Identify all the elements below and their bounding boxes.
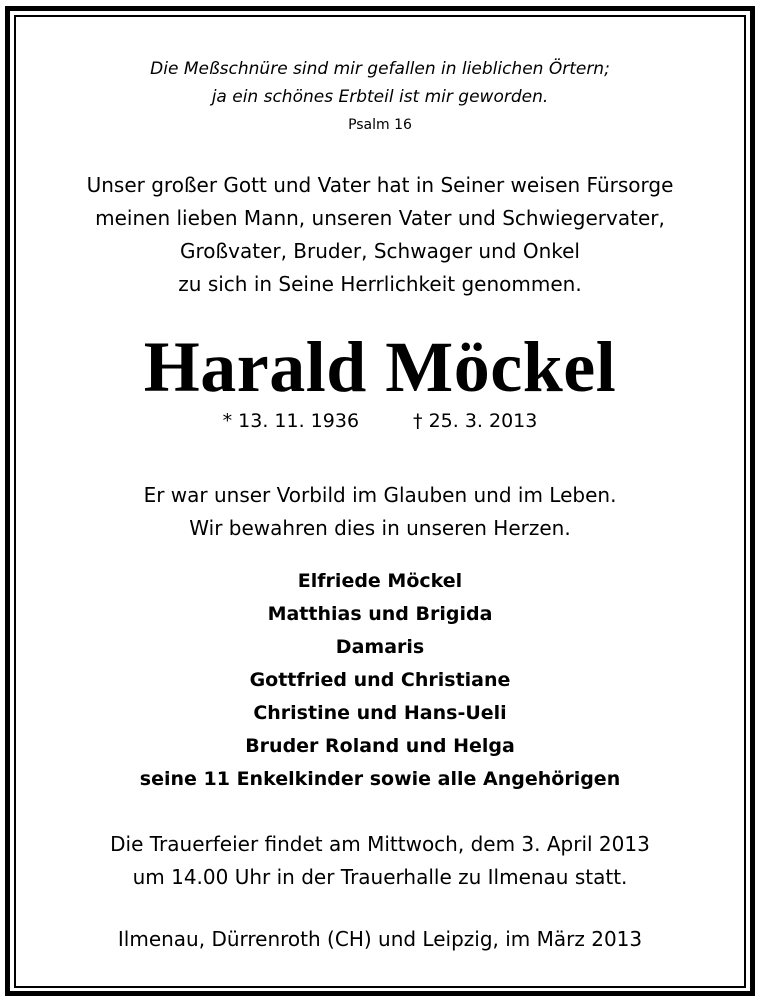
psalm-quote (16, 55, 744, 111)
obituary-notice (16, 17, 744, 986)
birth-date: * 13. 11. 1936 (222, 410, 360, 432)
psalm-line: ja ein schönes Erbteil ist mir geworden. (211, 87, 549, 107)
death-date: † 25. 3. 2013 (413, 410, 538, 432)
life-dates (16, 407, 744, 435)
announcement-line: zu sich in Seine Herrlichkeit genommen. (178, 272, 582, 296)
psalm-reference: Psalm 16 (348, 117, 412, 133)
mourner-entry: Christine und Hans-Ueli (253, 702, 507, 724)
death-announcement (16, 169, 744, 301)
mourners-list (16, 565, 744, 796)
mourner-entry: Elfriede Möckel (297, 570, 463, 592)
tribute-line: Wir bewahren dies in unseren Herzen. (189, 516, 571, 540)
place-date-signoff: Ilmenau, Dürrenroth (CH) und Leipzig, im März 2013 (117, 927, 643, 951)
mourner-entry: seine 11 Enkelkinder sowie alle Angehörigen (139, 768, 621, 790)
tribute-text (16, 479, 744, 545)
announcement-line: Unser großer Gott und Vater hat in Seiner weisen Fürsorge (86, 173, 674, 197)
psalm-line: Die Meßschnüre sind mir gefallen in lieblichen Örtern; (150, 59, 610, 79)
announcement-line: meinen lieben Mann, unseren Vater und Schwiegervater, (95, 206, 665, 230)
mourner-entry: Matthias und Brigida (267, 603, 493, 625)
mourner-entry: Damaris (335, 636, 425, 658)
service-line: um 14.00 Uhr in der Trauerhalle zu Ilmenau statt. (132, 865, 628, 889)
tribute-line: Er war unser Vorbild im Glauben und im Leben. (143, 483, 617, 507)
announcement-line: Großvater, Bruder, Schwager und Onkel (180, 239, 580, 263)
funeral-service-info (16, 828, 744, 894)
mourner-entry: Bruder Roland und Helga (245, 735, 515, 757)
deceased-name: Harald Möckel (143, 327, 617, 407)
mourner-entry: Gottfried und Christiane (249, 669, 511, 691)
service-line: Die Trauerfeier findet am Mittwoch, dem 3. April 2013 (110, 832, 650, 856)
